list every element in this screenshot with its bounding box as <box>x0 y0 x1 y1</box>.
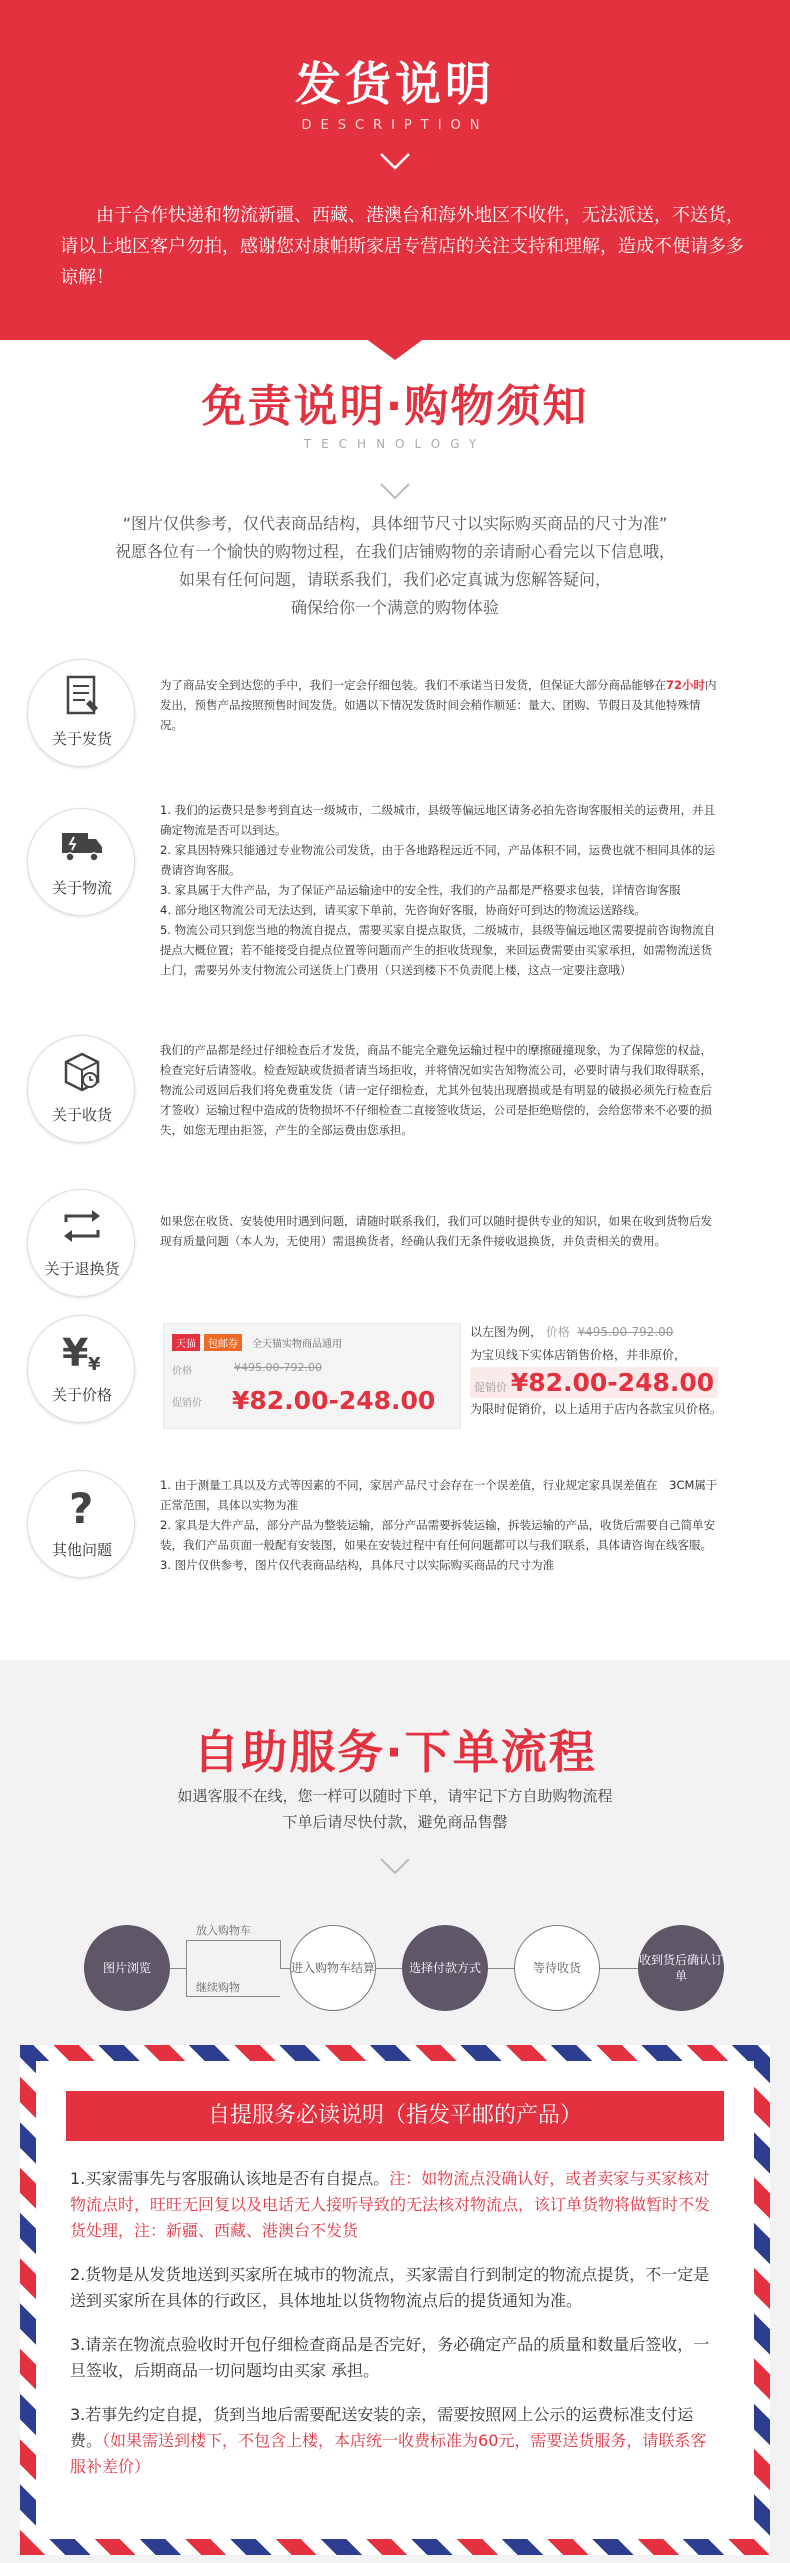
document-icon <box>60 674 104 718</box>
intro-line: 下单后请尽快付款，避免商品售罄 <box>282 1813 508 1831</box>
flow-branch-cart: 放入购物车 <box>196 1924 251 1937</box>
receipt-icon-circle <box>27 1035 135 1143</box>
logistics-label: 关于物流 <box>51 879 112 897</box>
intro-line: 如遇客服不在线，您一样可以随时下单，请牢记下方自助购物流程 <box>177 1787 613 1805</box>
banner-text: 由于合作快递和物流新疆、西藏、港澳台和海外地区不收件，无法派送，不送货，请以上地区客户勿拍，感谢您对康帕斯家居专营店的关注支持和理解，造成不便请多多谅解！ <box>60 205 744 288</box>
pickup-item-4: 3.若事先约定自提，货到当地后需要配送安装的亲，需要按照网上公示的运费标准支付运费。（如果需送到楼下，不包含上楼，本店统一收费标准为60元，需要送货服务，请联系客服补差价） <box>70 2405 707 2476</box>
logistics-row <box>0 800 790 990</box>
price-label-inline: 价格 <box>545 1325 570 1339</box>
intro-line: 如果有任何问题，请联系我们，我们必定真诚为您解答疑问， <box>178 570 611 589</box>
banner-subtitle: DESCRIPTION <box>301 118 489 133</box>
chevron-down-icon <box>379 480 411 502</box>
flow-line <box>488 1968 514 1969</box>
banner-notch <box>365 338 425 360</box>
flow-line <box>376 1968 402 1969</box>
svg-text:¥: ¥ <box>62 1331 89 1374</box>
returns-row <box>0 1185 790 1295</box>
price-explanation <box>470 1323 750 1417</box>
flow-line <box>186 1940 280 1941</box>
other-label: 其他问题 <box>51 1541 112 1559</box>
receipt-text: 我们的产品都是经过仔细检查后才发货，商品不能完全避免运输过程中的摩擦碰撞现象，为了保障您的权益，检查完好后请签收。检查短缺或货损者请当场拒收，并将情况如实告知物流公司，必要时请与我们取得联系，物流公司返回后我们将免费重发货（请一定仔细检查，尤其外包装出现磨损或是有明显的破损必须先行检查后才签收）运输过程中造成的货物损坏不仔细检查二直接签收货运，公司是拒绝赔偿的，会给您带来不必要的损失，如您无理由拒签，产生的全部运费由您承担。 <box>160 1043 712 1137</box>
flow-step-browse: 图片浏览 <box>84 1925 170 2011</box>
old-price-inline: ¥495.00-792.00 <box>577 1325 674 1339</box>
returns-text: 如果您在收货、安装使用时遇到问题，请随时联系我们，我们可以随时提供专业的知识，如果在收到货物后发现有质量问题（本人为，无使用）需退换货者，经确认我们无条件接收退换货，并负责相关的费用。 <box>160 1214 712 1248</box>
pickup-airmail-card <box>20 2045 770 2555</box>
flow-step-cart: 进入购物车结算 <box>290 1925 376 2011</box>
price-example-card <box>163 1323 461 1429</box>
self-service-intro <box>0 1783 790 1835</box>
intro-line: “图片仅供参考，仅代表商品结构，具体细节尺寸以实际购买商品的尺寸为准” <box>122 514 668 533</box>
receipt-label: 关于收货 <box>51 1106 112 1124</box>
chevron-down-icon <box>379 150 411 172</box>
pickup-item-3: 3.请亲在物流点验收时开包仔细检查商品是否完好，务必确定产品的质量和数量后签收，一旦签收，后期商品一切问题均由买家 承担。 <box>70 2335 710 2380</box>
price-label: 关于价格 <box>51 1386 112 1404</box>
shipping-row <box>0 655 790 775</box>
price-line2: 为宝贝线下实体店销售价格，并非原价， <box>470 1348 687 1362</box>
logistics-item: 5. 物流公司只到您当地的物流自提点，需要买家自提点取货，二级城市，县级等偏远地区需要提前咨询物流自提点大概位置；若不能接受自提点位置等问题而产生的拒收货现象，来回运费需要由买家承担，如需物流送货上门，需要另外支付物流公司送货上门费用（只送到楼下不负责爬上楼，这点一定要注意哦） <box>160 923 716 977</box>
shipping-label: 关于发货 <box>51 730 112 748</box>
price-line3: 为限时促销价，以上适用于店内各款宝贝价格。 <box>470 1402 723 1416</box>
pickup-body <box>70 2166 720 2498</box>
intro-line: 确保给你一个满意的购物体验 <box>290 598 499 617</box>
other-item: 1. 由于测量工具以及方式等因素的不同，家居产品尺寸会存在一个误差值，行业规定家具误差值在 3CM属于正常范围，具体以实物为准 <box>160 1478 718 1512</box>
pickup-title: 自提服务必读说明（指发平邮的产品） <box>66 2091 724 2141</box>
logistics-item: 4. 部分地区物流公司无法达到，请买家下单前，先咨询好客服，协商好可到达的物流运送路线。 <box>160 903 647 917</box>
exchange-icon <box>60 1204 104 1248</box>
returns-icon-circle <box>27 1189 135 1297</box>
logistics-text <box>160 800 720 980</box>
pickup-item-2: 2.货物是从发货地送到买家所在城市的物流点，买家需自行到制定的物流点提货，不一定是送到买家所在具体的行政区，具体地址以货物物流点后的提货通知为准。 <box>70 2265 710 2310</box>
flow-step-confirm: 收到货后确认订单 <box>638 1925 724 2011</box>
logistics-item: 1. 我们的运费只是参考到直达一级城市，二级城市，县级等偏远地区请务必拍先咨询客服相关的运费用，并且确定物流是否可以到达。 <box>160 803 716 837</box>
flow-line <box>280 1968 290 1969</box>
flow-branch-continue: 继续购物 <box>196 1981 240 1994</box>
shipping-notice-banner <box>0 0 790 340</box>
self-service-section <box>0 1660 790 2563</box>
flow-step-wait: 等待收货 <box>514 1925 600 2011</box>
shipping-text: 为了商品安全到达您的手中，我们一定会仔细包装。我们不承诺当日发货，但保证大部分商品能够在72小时内发出，预售产品按照预售时间发货。如遇以下情况发货时间会稍作顺延：量大、团购、节假日及其他特殊情况。 <box>160 678 717 732</box>
flow-line <box>600 1968 638 1969</box>
pickup-item-1: 1.买家需事先与客服确认该地是否有自提点。注：如物流点没确认好，或者卖家与买家核对物流点时，旺旺无回复以及电话无人接听导致的无法核对物流点，该订单货物将做暂时不发货处理，注：新疆、西藏、港澳台不发货 <box>70 2169 711 2240</box>
price-row <box>0 1315 790 1435</box>
price-line1: 以左图为例， <box>470 1325 543 1339</box>
logistics-item: 2. 家具因特殊只能通过专业物流公司发货，由于各地路程远近不同，产品体积不同，运费也就不相同具体的运费请咨询客服。 <box>160 843 716 877</box>
package-icon <box>60 1050 104 1094</box>
yen-icon <box>60 1330 104 1374</box>
logistics-item: 3. 家具属于大件产品，为了保证产品运输途中的安全性，我们的产品都是严格要求包装，详情咨询客服 <box>160 883 681 897</box>
chevron-down-icon <box>379 1855 411 1877</box>
card-price-label: 价格 <box>172 1366 192 1377</box>
logistics-icon-circle <box>27 808 135 916</box>
svg-text:¥: ¥ <box>88 1354 101 1374</box>
intro-line: 祝愿各位有一个愉快的购物过程，在我们店铺购物的亲请耐心看完以下信息哦， <box>114 542 675 561</box>
card-promo-label: 促销价 <box>172 1398 202 1409</box>
flow-line <box>280 1940 281 1968</box>
other-text <box>160 1475 720 1575</box>
other-row <box>0 1465 790 1595</box>
disclaimer-subtitle: TECHNOLOGY <box>303 437 487 451</box>
self-service-title: 自助服务·下单流程 <box>193 1725 597 1779</box>
flow-line <box>186 1996 280 1997</box>
flow-step-payment: 选择付款方式 <box>402 1925 488 2011</box>
order-flow <box>0 1900 790 2040</box>
pickup-card-inner <box>36 2061 754 2539</box>
disclaimer-title: 免责说明·购物须知 <box>201 381 589 432</box>
other-item: 3. 图片仅供参考，图片仅代表商品结构，具体尺寸以实际购买商品的尺寸为准 <box>160 1558 555 1572</box>
coupon-title: 全天猫实物商品通用 <box>252 1339 342 1350</box>
card-new-price: ¥82.00-248.00 <box>232 1386 436 1415</box>
returns-label: 关于退换货 <box>44 1260 120 1278</box>
disclaimer-intro <box>60 510 730 622</box>
svg-text:?: ? <box>69 1485 94 1529</box>
flow-line <box>170 1968 186 1969</box>
promo-label-inline: 促销价 <box>474 1381 507 1394</box>
new-price-inline: ¥82.00-248.00 <box>510 1368 715 1397</box>
other-item: 2. 家具是大件产品，部分产品为整装运输，部分产品需要拆装运输，拆装运输的产品，收货后需要自己简单安装，我们产品页面一般配有安装图，如果在安装过程中有任何问题都可以与我们联系，具体请咨询在线客服。 <box>160 1518 716 1552</box>
truck-icon <box>60 823 104 867</box>
tmall-tag: 天猫 <box>172 1334 200 1351</box>
flow-line <box>186 1940 187 1996</box>
question-icon <box>60 1485 104 1529</box>
banner-title: 发货说明 <box>295 57 495 111</box>
card-old-price: ¥495.00-792.00 <box>234 1361 322 1374</box>
other-icon-circle <box>27 1470 135 1578</box>
price-icon-circle <box>27 1315 135 1423</box>
shipping-icon-circle <box>27 659 135 767</box>
promo-price-box <box>470 1367 718 1398</box>
coupon-tag: 包邮券 <box>204 1334 242 1351</box>
receipt-row <box>0 1030 790 1180</box>
